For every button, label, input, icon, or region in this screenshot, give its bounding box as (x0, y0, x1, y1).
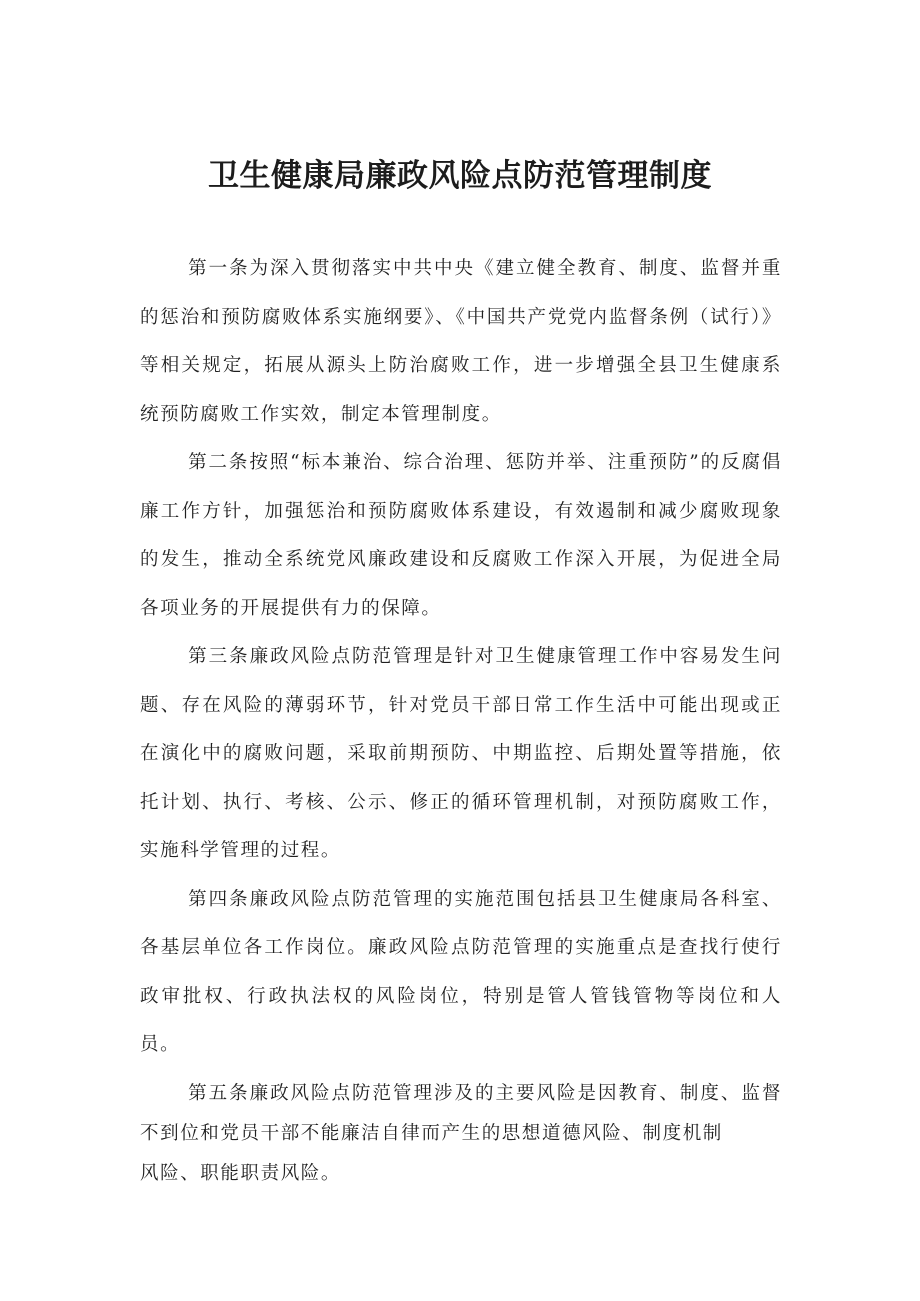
document-title: 卫生健康局廉政风险点防范管理制度 (208, 158, 712, 194)
article-2: 第二条按照“标本兼治、综合治理、惩防并举、注重预防”的反腐倡廉工作方针，加强惩治和预防腐败体系建设，有效遏制和减少腐败现象的发生，推动全系统党风廉政建设和反腐败工作深入开展，为促进全局各项业务的开展提供有力的保障。 (140, 452, 782, 619)
article-5-tail: 风险、职能职责风险。 (140, 1162, 342, 1184)
article-3: 第三条廉政风险点防范管理是针对卫生健康管理工作中容易发生问题、存在风险的薄弱环节，针对党员干部日常工作生活中可能出现或正在演化中的腐败问题，采取前期预防、中期监控、后期处置等措施，依托计划、执行、考核、公示、修正的循环管理机制，对预防腐败工作，实施科学管理的过程。 (140, 646, 782, 861)
article-5: 第五条廉政风险点防范管理涉及的主要风险是因教育、制度、监督不到位和党员干部不能廉洁自律而产生的思想道德风险、制度机制 (140, 1082, 782, 1144)
article-1: 第一条为深入贯彻落实中共中央《建立健全教育、制度、监督并重的惩治和预防腐败体系实施纲要》、《中国共产党党内监督条例（试行）》等相关规定，拓展从源头上防治腐败工作，进一步增强全县卫生健康系统预防腐败工作实效，制定本管理制度。 (140, 258, 782, 425)
article-4: 第四条廉政风险点防范管理的实施范围包括县卫生健康局各科室、各基层单位各工作岗位。廉政风险点防范管理的实施重点是查找行使行政审批权、行政执法权的风险岗位，特别是管人管钱管物等岗位和人员。 (140, 888, 782, 1055)
document-body (140, 245, 782, 1194)
